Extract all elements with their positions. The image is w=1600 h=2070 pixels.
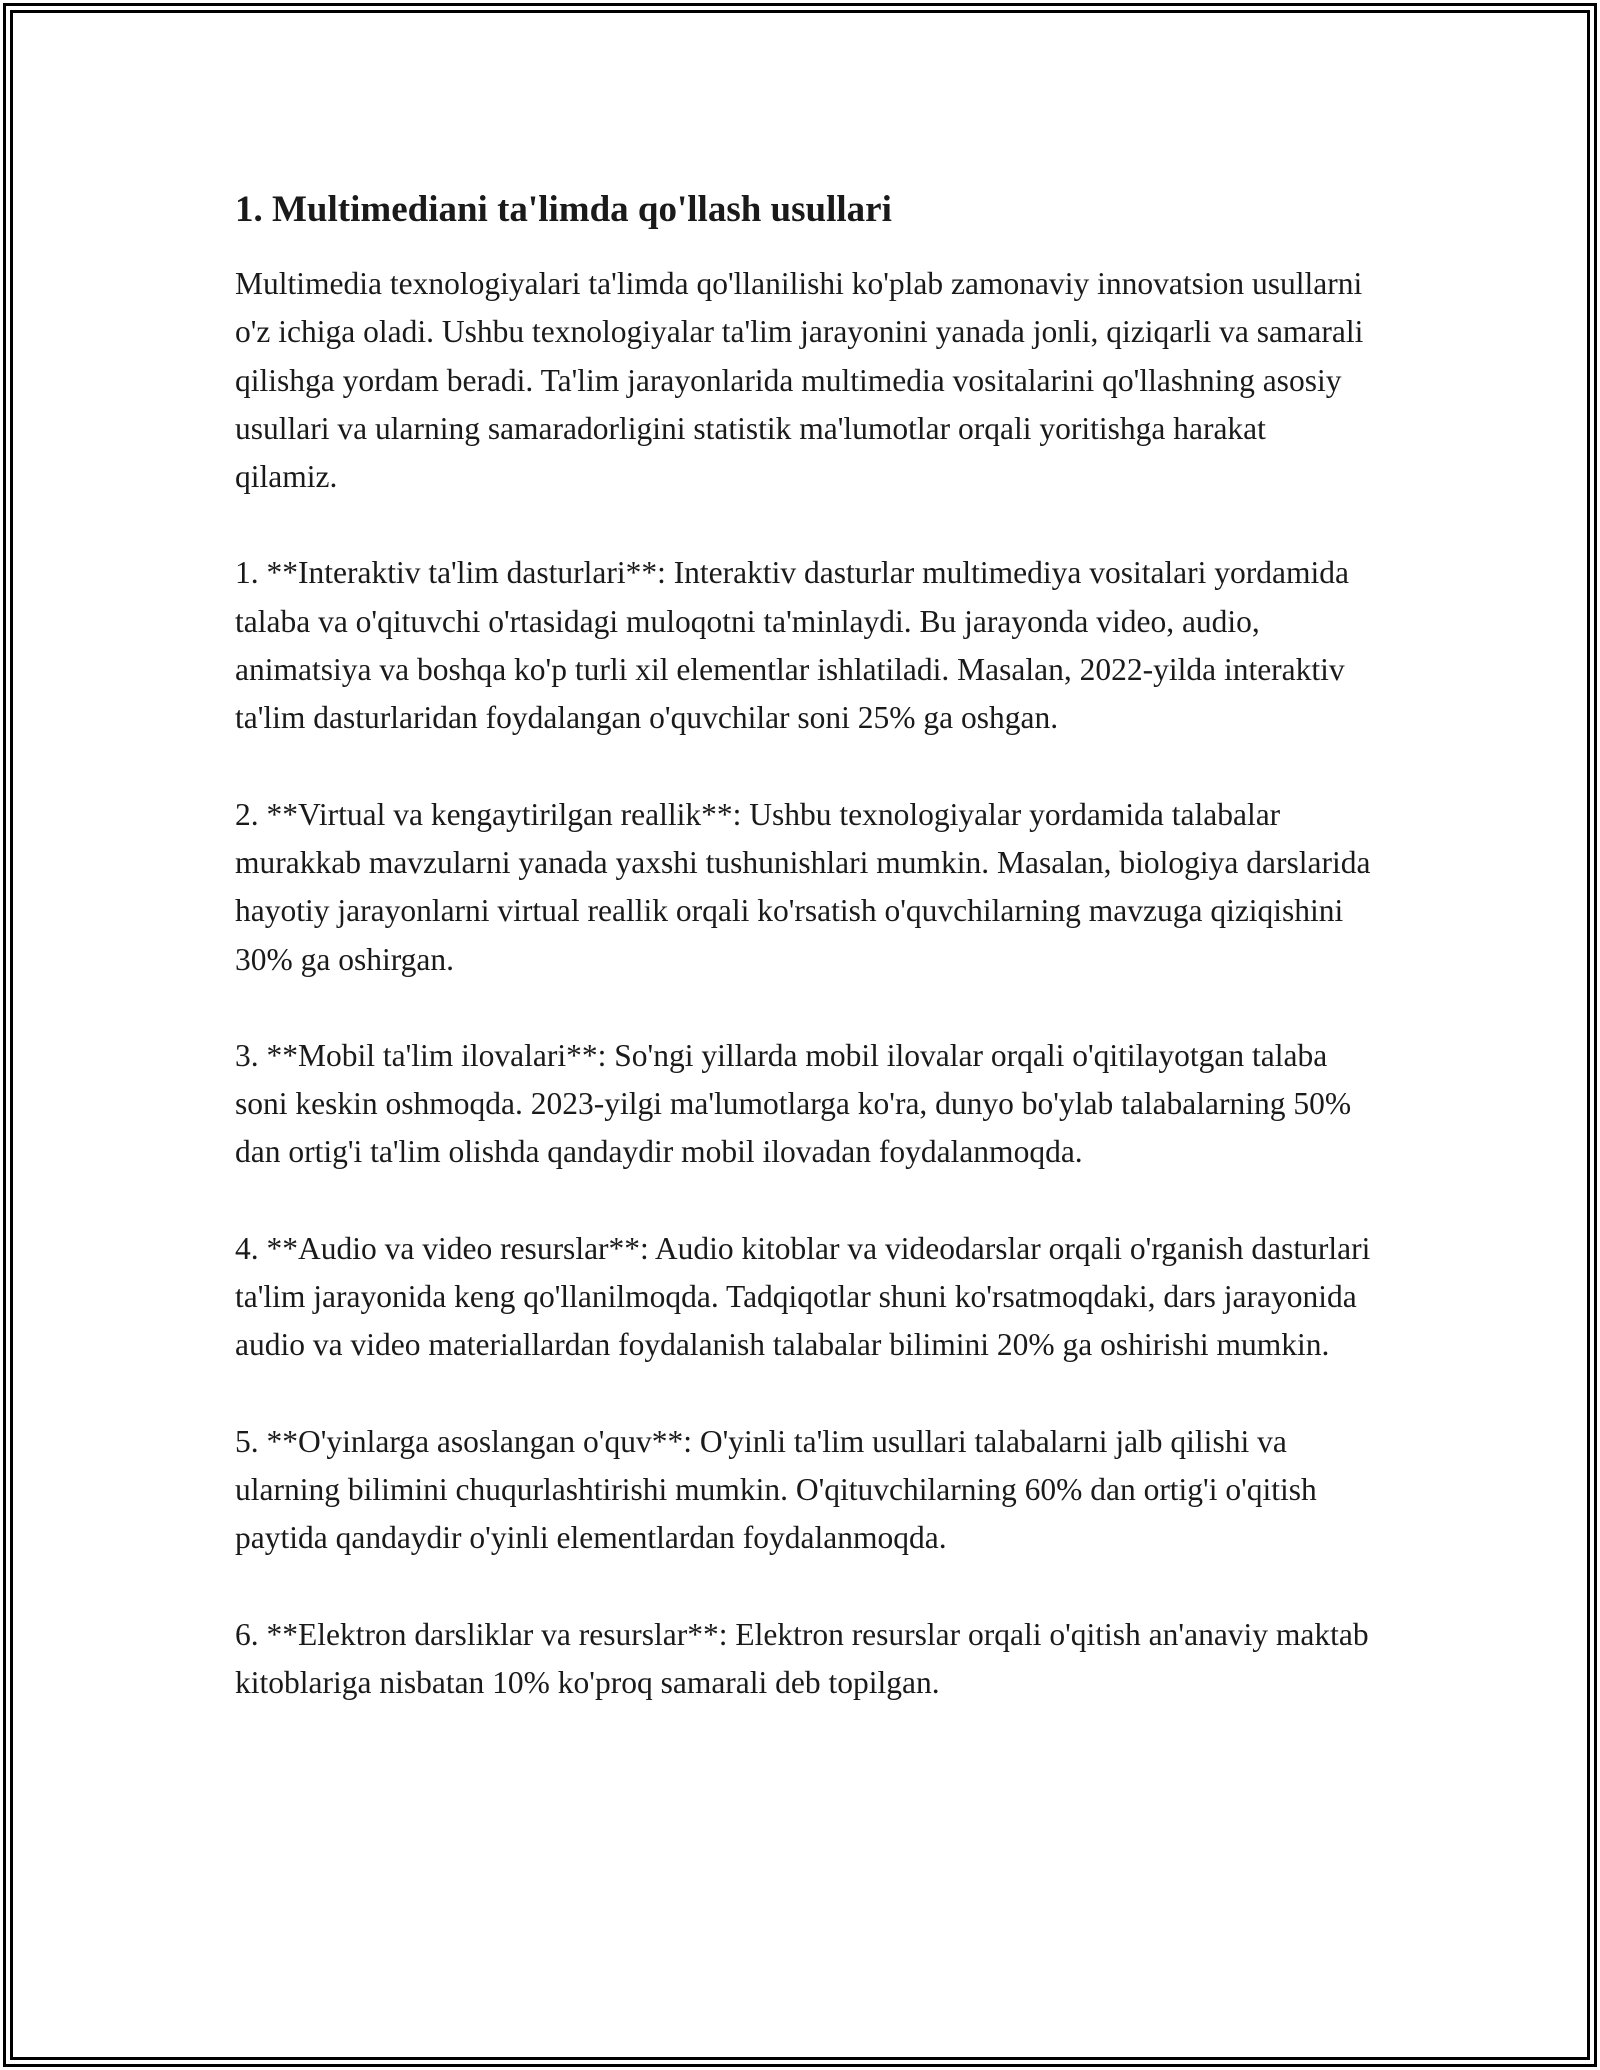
- list-item-game-based: 5. **O'yinlarga asoslangan o'quv**: O'yinli ta'lim usullari talabalarni jalb qilishi va ularning bilimini chuqurlashtirishi mumkin. O'qituvchilarning 60% dan ortig'i o'qitish paytida qandaydir o'yinli elementlardan foydalanmoqda.: [235, 1423, 1317, 1556]
- list-item-audio-video: 4. **Audio va video resurslar**: Audio kitoblar va videodarslar orqali o'rganish dasturlari ta'lim jarayonida keng qo'llanilmoqda. Tadqiqotlar shuni ko'rsatmoqdaki, dars jarayonida audio va video materiallardan foydalanish talabalar bilimini 20% ga oshirishi mumkin.: [235, 1230, 1371, 1363]
- document-body: [235, 186, 1375, 1755]
- list-item-virtual-reality: 2. **Virtual va kengaytirilgan reallik**: Ushbu texnologiyalar yordamida talabalar murakkab mavzularni yanada yaxshi tushunishlari mumkin. Masalan, biologiya darslarida hayotiy jarayonlarni virtual reallik orqali ko'rsatish o'quvchilarning mavzuga qiziqishini 30% ga oshirgan.: [235, 796, 1371, 977]
- document-title: 1. Multimediani ta'limda qo'llash usullari: [235, 189, 892, 230]
- list-item-mobile-apps: 3. **Mobil ta'lim ilovalari**: So'ngi yillarda mobil ilovalar orqali o'qitilayotgan talaba soni keskin oshmoqda. 2023-yilgi ma'lumotlarga ko'ra, dunyo bo'ylab talabalarning 50% dan ortig'i ta'lim olishda qandaydir mobil ilovadan foydalanmoqda.: [235, 1037, 1352, 1170]
- list-item-e-textbooks: 6. **Elektron darsliklar va resurslar**: Elektron resurslar orqali o'qitish an'anaviy maktab kitoblariga nisbatan 10% ko'proq samarali deb topilgan.: [235, 1616, 1369, 1700]
- list-item-interactive-programs: 1. **Interaktiv ta'lim dasturlari**: Interaktiv dasturlar multimediya vositalari yordamida talaba va o'qituvchi o'rtasidagi muloqotni ta'minlaydi. Bu jarayonda video, audio, animatsiya va boshqa ko'p turli xil elementlar ishlatiladi. Masalan, 2022-yilda interaktiv ta'lim dasturlaridan foydalangan o'quvchilar soni 25% ga oshgan.: [235, 555, 1349, 736]
- intro-paragraph: Multimedia texnologiyalari ta'limda qo'llanilishi ko'plab zamonaviy innovatsion usullarni o'z ichiga oladi. Ushbu texnologiyalar ta'lim jarayonini yanada jonli, qiziqarli va samarali qilishga yordam beradi. Ta'lim jarayonlarida multimedia vositalarini qo'llashning asosiy usullari va ularning samaradorligini statistik ma'lumotlar orqali yoritishga harakat qilamiz.: [235, 266, 1364, 495]
